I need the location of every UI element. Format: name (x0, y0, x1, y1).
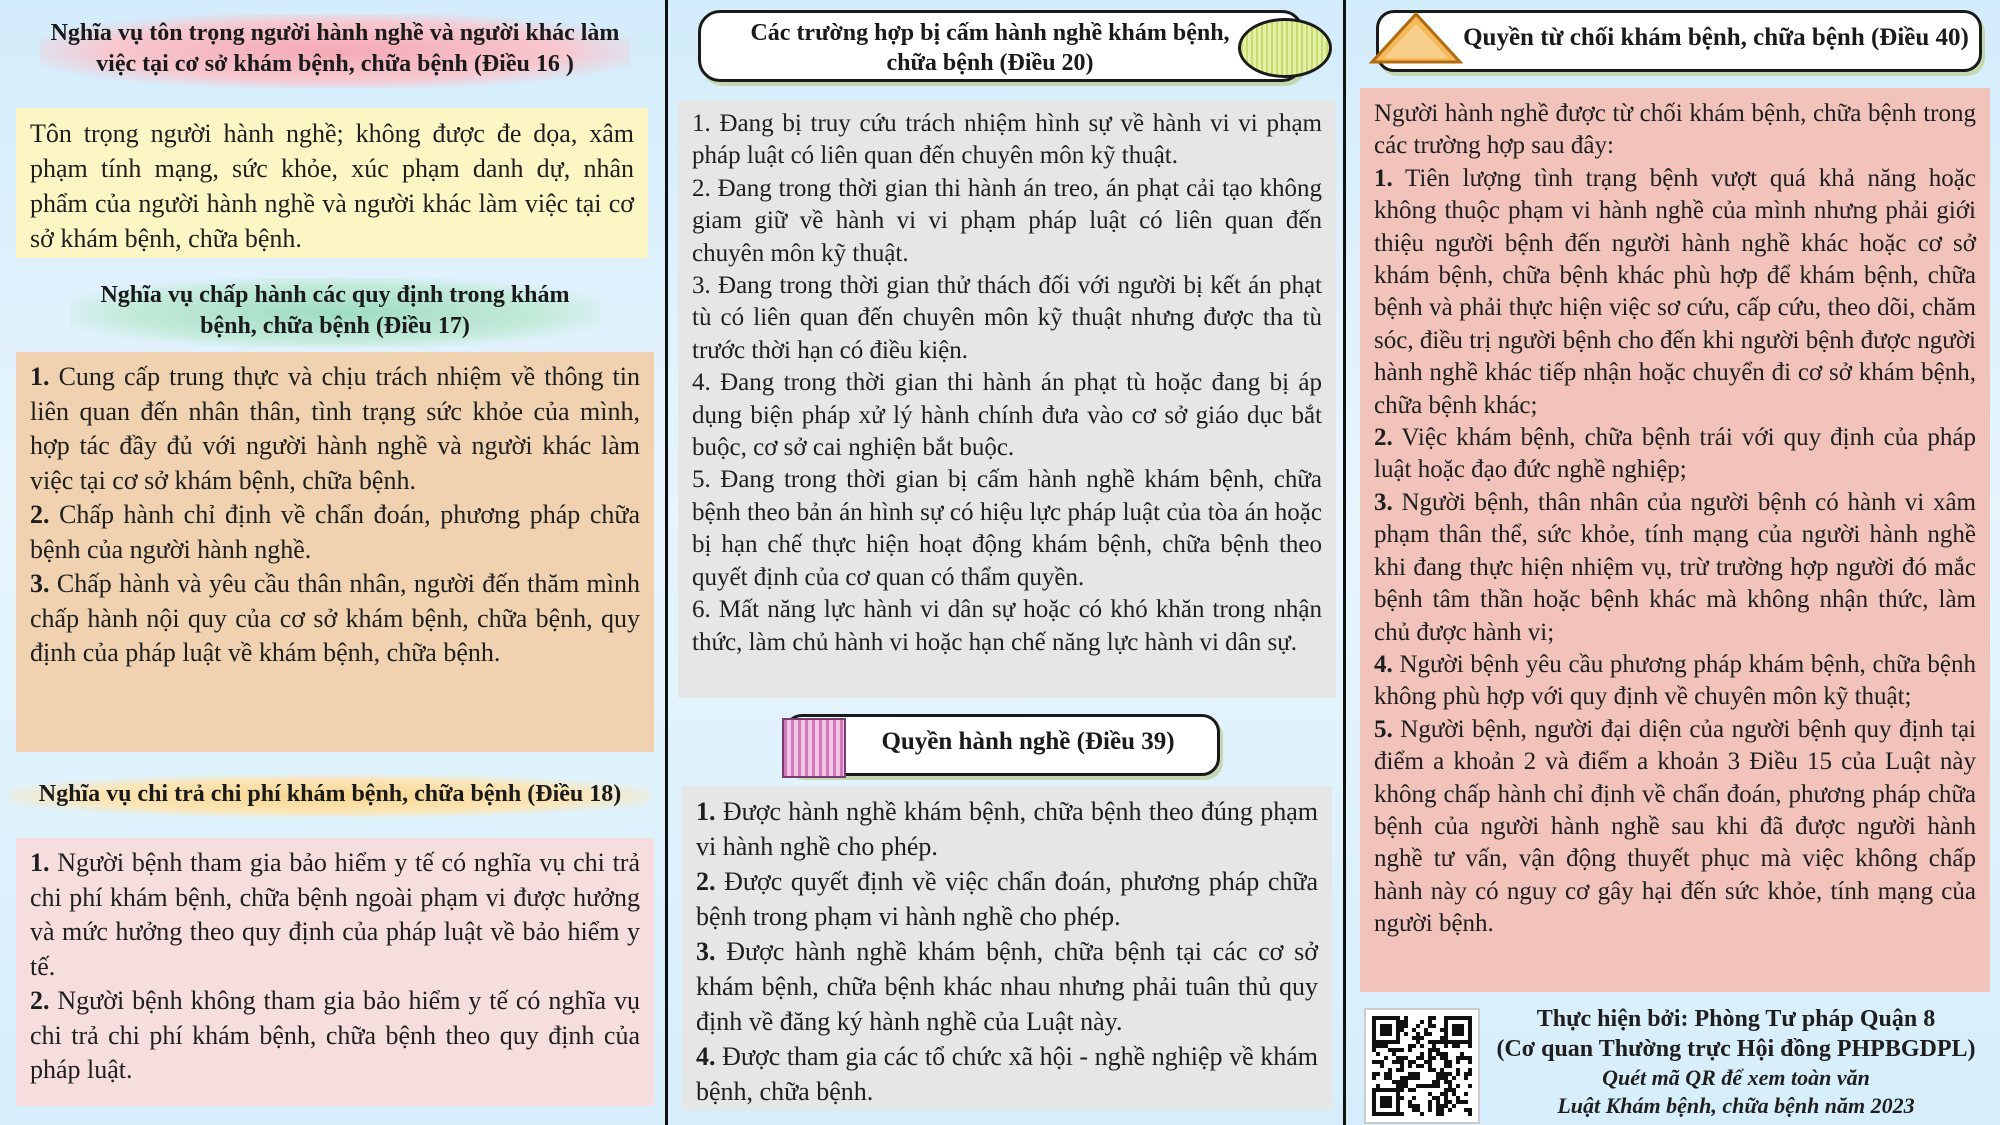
qr-module (1468, 1084, 1472, 1088)
qr-module (1428, 1032, 1432, 1036)
qr-module (1376, 1072, 1380, 1076)
dieu-40-intro: Người hành nghề được từ chối khám bệnh, chữa bệnh trong các trường hợp sau đây: (1374, 100, 1976, 160)
qr-module (1452, 1076, 1456, 1080)
qr-module (1432, 1016, 1436, 1020)
qr-module (1420, 1044, 1424, 1048)
qr-module (1400, 1068, 1404, 1072)
qr-module (1416, 1024, 1420, 1028)
qr-module (1420, 1064, 1424, 1068)
qr-module (1388, 1104, 1392, 1108)
qr-module (1456, 1044, 1460, 1048)
qr-module (1468, 1060, 1472, 1064)
header-dieu-40: Quyền từ chối khám bệnh, chữa bệnh (Điều 40) (1463, 24, 1969, 51)
qr-module (1436, 1084, 1440, 1088)
qr-module (1452, 1104, 1456, 1108)
qr-module (1432, 1024, 1436, 1028)
qr-module (1412, 1096, 1416, 1100)
qr-module (1456, 1072, 1460, 1076)
qr-module (1408, 1064, 1412, 1068)
qr-module (1396, 1040, 1400, 1044)
dieu-39-item-4: 4. Được tham gia các tổ chức xã hội - nghề nghiệp về khám bệnh, chữa bệnh. (696, 1042, 1318, 1106)
qr-module (1384, 1056, 1388, 1060)
column-2 (668, 0, 1346, 1125)
header-dieu-18: Nghĩa vụ chi trả chi phí khám bệnh, chữa bệnh (Điều 18) (10, 775, 650, 817)
qr-module (1456, 1060, 1460, 1064)
credit-line-2: (Cơ quan Thường trực Hội đồng PHPBGDPL) (1496, 1036, 1976, 1062)
content-dieu-39 (682, 786, 1332, 1110)
qr-module (1388, 1032, 1392, 1036)
column-3 (1346, 0, 2000, 1125)
content-dieu-16 (16, 108, 648, 258)
qr-module (1376, 1052, 1380, 1056)
dieu-39-item-3: 3. Được hành nghề khám bệnh, chữa bệnh tại các cơ sở khám bệnh, chữa bệnh khác nhau nhưng phải tuân thủ quy định về đăng ký hành nghề của Luật này. (696, 937, 1318, 1036)
dieu-18-item-1: 1. Người bệnh tham gia bảo hiểm y tế có nghĩa vụ chi trả chi phí khám bệnh, chữa bệnh ngoài phạm vi được hưởng và mức hưởng theo quy định của pháp luật về bảo hiểm y tế. (30, 848, 640, 981)
dieu-17-item-1: 1. Cung cấp trung thực và chịu trách nhiệm về thông tin liên quan đến nhân thân, tình trạng sức khỏe của mình, hợp tác đầy đủ với người hành nghề và người khác làm việc tại cơ sở khám bệnh, chữa bệnh. (30, 362, 640, 495)
qr-module (1372, 1076, 1376, 1080)
qr-module (1464, 1100, 1468, 1104)
qr-module (1464, 1076, 1468, 1080)
qr-module (1468, 1072, 1472, 1076)
dieu-20-item-3: 3. Đang trong thời gian thử thách đối với người bị kết án phạt tù có liên quan đến chuyên môn kỹ thuật nhưng được tha tù trước thời hạn có điều kiện. (692, 272, 1322, 364)
qr-module (1400, 1088, 1404, 1092)
content-dieu-40 (1360, 88, 1990, 992)
qr-module (1460, 1032, 1464, 1036)
column-1 (0, 0, 668, 1125)
content-dieu-17 (16, 352, 654, 752)
qr-module (1428, 1108, 1432, 1112)
dieu-17-item-2: 2. Chấp hành chỉ định về chẩn đoán, phương pháp chữa bệnh của người hành nghề. (30, 500, 640, 564)
dieu-40-item-5: 5. Người bệnh, người đại diện của người bệnh quy định tại điểm a khoản 2 và điểm a khoản 3 Điều 15 của Luật này không chấp hành chỉ định về chẩn đoán, phương pháp chữa bệnh của người hành nghề sau khi đã được người hành nghề tư vấn, vận động thuyết phục mà việc không chấp hành này có nguy cơ gây hại đến sức khỏe, tính mạng của người bệnh. (1374, 715, 1976, 938)
dieu-40-item-2: 2. Việc khám bệnh, chữa bệnh trái với quy định của pháp luật hoặc đạo đức nghề nghiệp; (1374, 424, 1976, 484)
qr-module (1412, 1044, 1416, 1048)
qr-module (1412, 1088, 1416, 1092)
qr-module (1444, 1044, 1448, 1048)
dieu-20-item-5: 5. Đang trong thời gian bị cấm hành nghề khám bệnh, chữa bệnh theo bản án hình sự có hiệu lực pháp luật của tòa án hoặc bị hạn chế thực hiện hoạt động khám bệnh, chữa bệnh theo quyết định của cơ quan có thẩm quyền. (692, 466, 1322, 591)
qr-module (1400, 1096, 1404, 1100)
dieu-39-item-2: 2. Được quyết định về việc chẩn đoán, phương pháp chữa bệnh trong phạm vi hành nghề cho phép. (696, 867, 1318, 931)
dieu-20-item-4: 4. Đang trong thời gian thi hành án phạt tù hoặc đang bị áp dụng biện pháp xử lý hành chính đưa vào cơ sở giáo dục bắt buộc, cơ sở cai nghiện bắt buộc. (692, 369, 1322, 462)
qr-module (1400, 1112, 1404, 1116)
qr-code[interactable] (1364, 1008, 1480, 1124)
dieu-20-item-2: 2. Đang trong thời gian thi hành án treo, án phạt cải tạo không giam giữ về hành vi vi phạm pháp luật có liên quan đến chuyên môn kỹ thuật. (692, 174, 1322, 267)
credit-line-4: Luật Khám bệnh, chữa bệnh năm 2023 (1557, 1093, 1915, 1118)
credit-block (1476, 1004, 1996, 1122)
qr-module (1420, 1112, 1424, 1116)
qr-module (1404, 1024, 1408, 1028)
dieu-40-item-4: 4. Người bệnh yêu cầu phương pháp khám bệnh, chữa bệnh không phù hợp với quy định về chuyên môn kỹ thuật; (1374, 650, 1976, 711)
content-dieu-18 (16, 838, 654, 1106)
decorative-oval-icon (1238, 18, 1332, 78)
qr-module (1400, 1048, 1404, 1052)
decorative-stripes-icon (782, 718, 846, 778)
qr-module (1420, 1020, 1424, 1024)
qr-module (1456, 1084, 1460, 1088)
qr-module (1416, 1076, 1420, 1080)
content-dieu-20 (678, 100, 1336, 698)
dieu-16-text: Tôn trọng người hành nghề; không được đe dọa, xâm phạm tính mạng, sức khỏe, xúc phạm danh dự, nhân phẩm của người hành nghề và người khác làm việc tại cơ sở khám bệnh, chữa bệnh. (30, 119, 634, 253)
qr-module (1404, 1032, 1408, 1036)
qr-module (1440, 1112, 1444, 1116)
dieu-18-item-2: 2. Người bệnh không tham gia bảo hiểm y tế có nghĩa vụ chi trả chi phí khám bệnh, chữa bệnh theo quy định của pháp luật. (30, 986, 640, 1084)
header-dieu-17: Nghĩa vụ chấp hành các quy định trong khám bệnh, chữa bệnh (Điều 17) (70, 278, 600, 348)
qr-module (1468, 1112, 1472, 1116)
dieu-17-item-3: 3. Chấp hành và yêu cầu thân nhân, người đến thăm mình chấp hành nội quy của cơ sở khám bệnh, chữa bệnh, quy định của pháp luật về khám bệnh, chữa bệnh. (30, 569, 640, 667)
qr-module (1420, 1036, 1424, 1040)
header-dieu-20: Các trường hợp bị cấm hành nghề khám bệnh, chữa bệnh (Điều 20) (750, 20, 1230, 76)
qr-module (1468, 1044, 1472, 1048)
credit-line-1: Thực hiện bởi: Phòng Tư pháp Quận 8 (1536, 1006, 1936, 1032)
qr-module (1448, 1108, 1452, 1112)
credit-line-3: Quét mã QR để xem toàn văn (1602, 1065, 1870, 1090)
dieu-20-item-6: 6. Mất năng lực hành vi dân sự hoặc có khó khăn trong nhận thức, làm chủ hành vi hoặc hạn chế năng lực hành vi dân sự. (692, 596, 1322, 656)
dieu-39-item-1: 1. Được hành nghề khám bệnh, chữa bệnh theo đúng phạm vi hành nghề cho phép. (696, 797, 1318, 861)
qr-module (1432, 1056, 1436, 1060)
dieu-40-item-1: 1. Tiên lượng tình trạng bệnh vượt quá khả năng hoặc không thuộc phạm vi hành nghề của mình nhưng phải giới thiệu người bệnh đến người hành nghề khác hoặc cơ sở khám bệnh, chữa bệnh khác phù hợp để khám bệnh, chữa bệnh và phải thực hiện việc sơ cứu, cấp cứu, theo dõi, chăm sóc, điều trị người bệnh cho đến khi người bệnh được người hành nghề khác tiếp nhận hoặc chuyển đi cơ sở khám bệnh, chữa bệnh khác; (1374, 164, 1976, 419)
header-dieu-16: Nghĩa vụ tôn trọng người hành nghề và người khác làm việc tại cơ sở khám bệnh, chữa bệnh (Điều 16 ) (40, 14, 630, 88)
dieu-40-item-3: 3. Người bệnh, thân nhân của người bệnh có hành vi xâm phạm thân thể, sức khỏe, tính mạng của người hành nghề khi đang thực hiện nhiệm vụ, trừ trường hợp người đó mắc bệnh tâm thần hoặc bệnh khác mà không nhận thức, làm chủ được hành vi; (1374, 488, 1976, 646)
qr-module (1464, 1092, 1468, 1096)
dieu-20-item-1: 1. Đang bị truy cứu trách nhiệm hình sự về hành vi vi phạm pháp luật có liên quan đến chuyên môn kỹ thuật. (692, 110, 1322, 170)
qr-module (1448, 1064, 1452, 1068)
triangle-icon (1368, 10, 1464, 66)
qr-module (1408, 1048, 1412, 1052)
qr-module (1380, 1064, 1384, 1068)
header-dieu-39: Quyền hành nghề (Điều 39) (881, 728, 1175, 755)
